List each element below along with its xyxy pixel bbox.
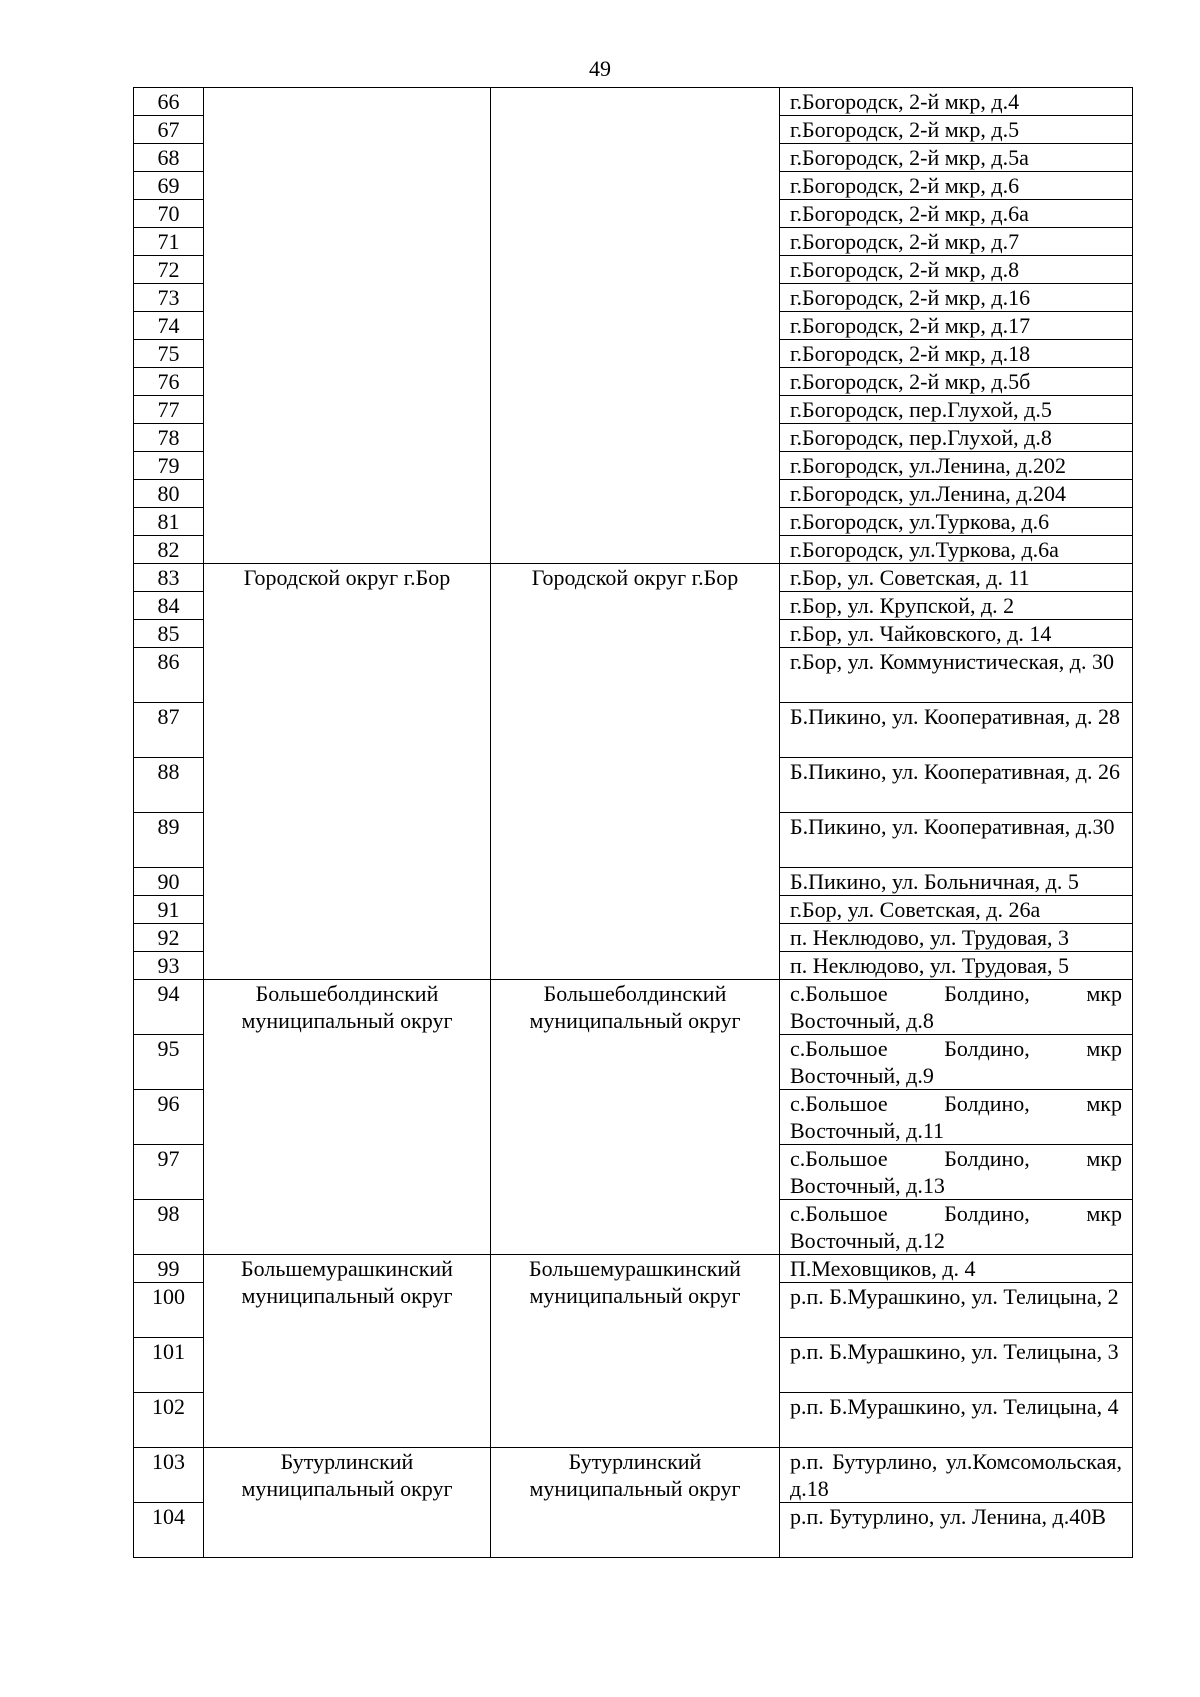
row-number: 94	[134, 980, 204, 1035]
row-number: 90	[134, 868, 204, 896]
row-number: 102	[134, 1393, 204, 1448]
row-number: 70	[134, 200, 204, 228]
row-number: 80	[134, 480, 204, 508]
organizer-cell: Бутурлинский муниципальный округ	[491, 1448, 780, 1558]
municipality-cell: Большеболдинский муниципальный округ	[204, 980, 491, 1255]
row-number: 96	[134, 1090, 204, 1145]
row-number: 74	[134, 312, 204, 340]
address-cell: р.п. Бутурлино, ул. Ленина, д.40В	[780, 1503, 1133, 1558]
row-number: 101	[134, 1338, 204, 1393]
address-cell: г.Богородск, пер.Глухой, д.5	[780, 396, 1133, 424]
organizer-cell	[491, 88, 780, 564]
row-number: 77	[134, 396, 204, 424]
row-number: 72	[134, 256, 204, 284]
address-cell: г.Богородск, 2-й мкр, д.5а	[780, 144, 1133, 172]
address-cell: г.Богородск, ул.Туркова, д.6а	[780, 536, 1133, 564]
row-number: 79	[134, 452, 204, 480]
row-number: 66	[134, 88, 204, 116]
address-cell: г.Бор, ул. Крупской, д. 2	[780, 592, 1133, 620]
address-cell: г.Богородск, 2-й мкр, д.5	[780, 116, 1133, 144]
address-cell: р.п. Б.Мурашкино, ул. Телицына, 4	[780, 1393, 1133, 1448]
row-number: 81	[134, 508, 204, 536]
row-number: 76	[134, 368, 204, 396]
address-cell: Б.Пикино, ул. Кооперативная, д. 26	[780, 758, 1133, 813]
row-number: 83	[134, 564, 204, 592]
table-row	[134, 1448, 1133, 1503]
address-cell: г.Богородск, ул.Туркова, д.6	[780, 508, 1133, 536]
address-cell: г.Бор, ул. Советская, д. 26а	[780, 896, 1133, 924]
address-cell: г.Бор, ул. Советская, д. 11	[780, 564, 1133, 592]
table-row	[134, 564, 1133, 592]
address-cell: г.Богородск, 2-й мкр, д.6а	[780, 200, 1133, 228]
address-cell: п. Неклюдово, ул. Трудовая, 5	[780, 952, 1133, 980]
address-cell: р.п. Бутурлино, ул.Комсомольская, д.18	[780, 1448, 1133, 1503]
municipality-cell: Большемурашкинский муниципальный округ	[204, 1255, 491, 1448]
address-cell: с.Большое Болдино, мкр Восточный, д.11	[780, 1090, 1133, 1145]
row-number: 86	[134, 648, 204, 703]
municipality-cell	[204, 88, 491, 564]
address-cell: г.Богородск, 2-й мкр, д.7	[780, 228, 1133, 256]
municipality-cell: Городской округ г.Бор	[204, 564, 491, 980]
address-cell: п. Неклюдово, ул. Трудовая, 3	[780, 924, 1133, 952]
row-number: 71	[134, 228, 204, 256]
address-cell: г.Богородск, 2-й мкр, д.17	[780, 312, 1133, 340]
table-row	[134, 88, 1133, 116]
row-number: 87	[134, 703, 204, 758]
address-cell: г.Богородск, ул.Ленина, д.204	[780, 480, 1133, 508]
row-number: 67	[134, 116, 204, 144]
row-number: 91	[134, 896, 204, 924]
row-number: 103	[134, 1448, 204, 1503]
row-number: 95	[134, 1035, 204, 1090]
municipality-cell: Бутурлинский муниципальный округ	[204, 1448, 491, 1558]
address-cell: г.Богородск, 2-й мкр, д.4	[780, 88, 1133, 116]
row-number: 78	[134, 424, 204, 452]
address-cell: р.п. Б.Мурашкино, ул. Телицына, 3	[780, 1338, 1133, 1393]
row-number: 68	[134, 144, 204, 172]
address-cell: Б.Пикино, ул. Кооперативная, д.30	[780, 813, 1133, 868]
address-cell: с.Большое Болдино, мкр Восточный, д.9	[780, 1035, 1133, 1090]
address-cell: с.Большое Болдино, мкр Восточный, д.13	[780, 1145, 1133, 1200]
table-row	[134, 980, 1133, 1035]
address-cell: Б.Пикино, ул. Кооперативная, д. 28	[780, 703, 1133, 758]
row-number: 88	[134, 758, 204, 813]
address-cell: П.Меховщиков, д. 4	[780, 1255, 1133, 1283]
address-cell: р.п. Б.Мурашкино, ул. Телицына, 2	[780, 1283, 1133, 1338]
row-number: 104	[134, 1503, 204, 1558]
row-number: 97	[134, 1145, 204, 1200]
row-number: 99	[134, 1255, 204, 1283]
page-number: 49	[589, 56, 611, 81]
address-cell: г.Богородск, 2-й мкр, д.18	[780, 340, 1133, 368]
address-cell: г.Бор, ул. Коммунистическая, д. 30	[780, 648, 1133, 703]
address-cell: г.Богородск, пер.Глухой, д.8	[780, 424, 1133, 452]
address-table	[133, 87, 1133, 1558]
row-number: 69	[134, 172, 204, 200]
address-cell: с.Большое Болдино, мкр Восточный, д.12	[780, 1200, 1133, 1255]
row-number: 73	[134, 284, 204, 312]
address-cell: г.Богородск, 2-й мкр, д.5б	[780, 368, 1133, 396]
address-cell: г.Богородск, 2-й мкр, д.6	[780, 172, 1133, 200]
row-number: 82	[134, 536, 204, 564]
address-cell: Б.Пикино, ул. Больничная, д. 5	[780, 868, 1133, 896]
row-number: 85	[134, 620, 204, 648]
row-number: 89	[134, 813, 204, 868]
row-number: 98	[134, 1200, 204, 1255]
address-cell: г.Богородск, 2-й мкр, д.16	[780, 284, 1133, 312]
organizer-cell: Большеболдинский муниципальный округ	[491, 980, 780, 1255]
table-row	[134, 1255, 1133, 1283]
address-cell: г.Богородск, 2-й мкр, д.8	[780, 256, 1133, 284]
row-number: 92	[134, 924, 204, 952]
organizer-cell: Городской округ г.Бор	[491, 564, 780, 980]
organizer-cell: Большемурашкинский муниципальный округ	[491, 1255, 780, 1448]
row-number: 75	[134, 340, 204, 368]
address-cell: с.Большое Болдино, мкр Восточный, д.8	[780, 980, 1133, 1035]
row-number: 100	[134, 1283, 204, 1338]
address-cell: г.Богородск, ул.Ленина, д.202	[780, 452, 1133, 480]
address-cell: г.Бор, ул. Чайковского, д. 14	[780, 620, 1133, 648]
row-number: 84	[134, 592, 204, 620]
row-number: 93	[134, 952, 204, 980]
